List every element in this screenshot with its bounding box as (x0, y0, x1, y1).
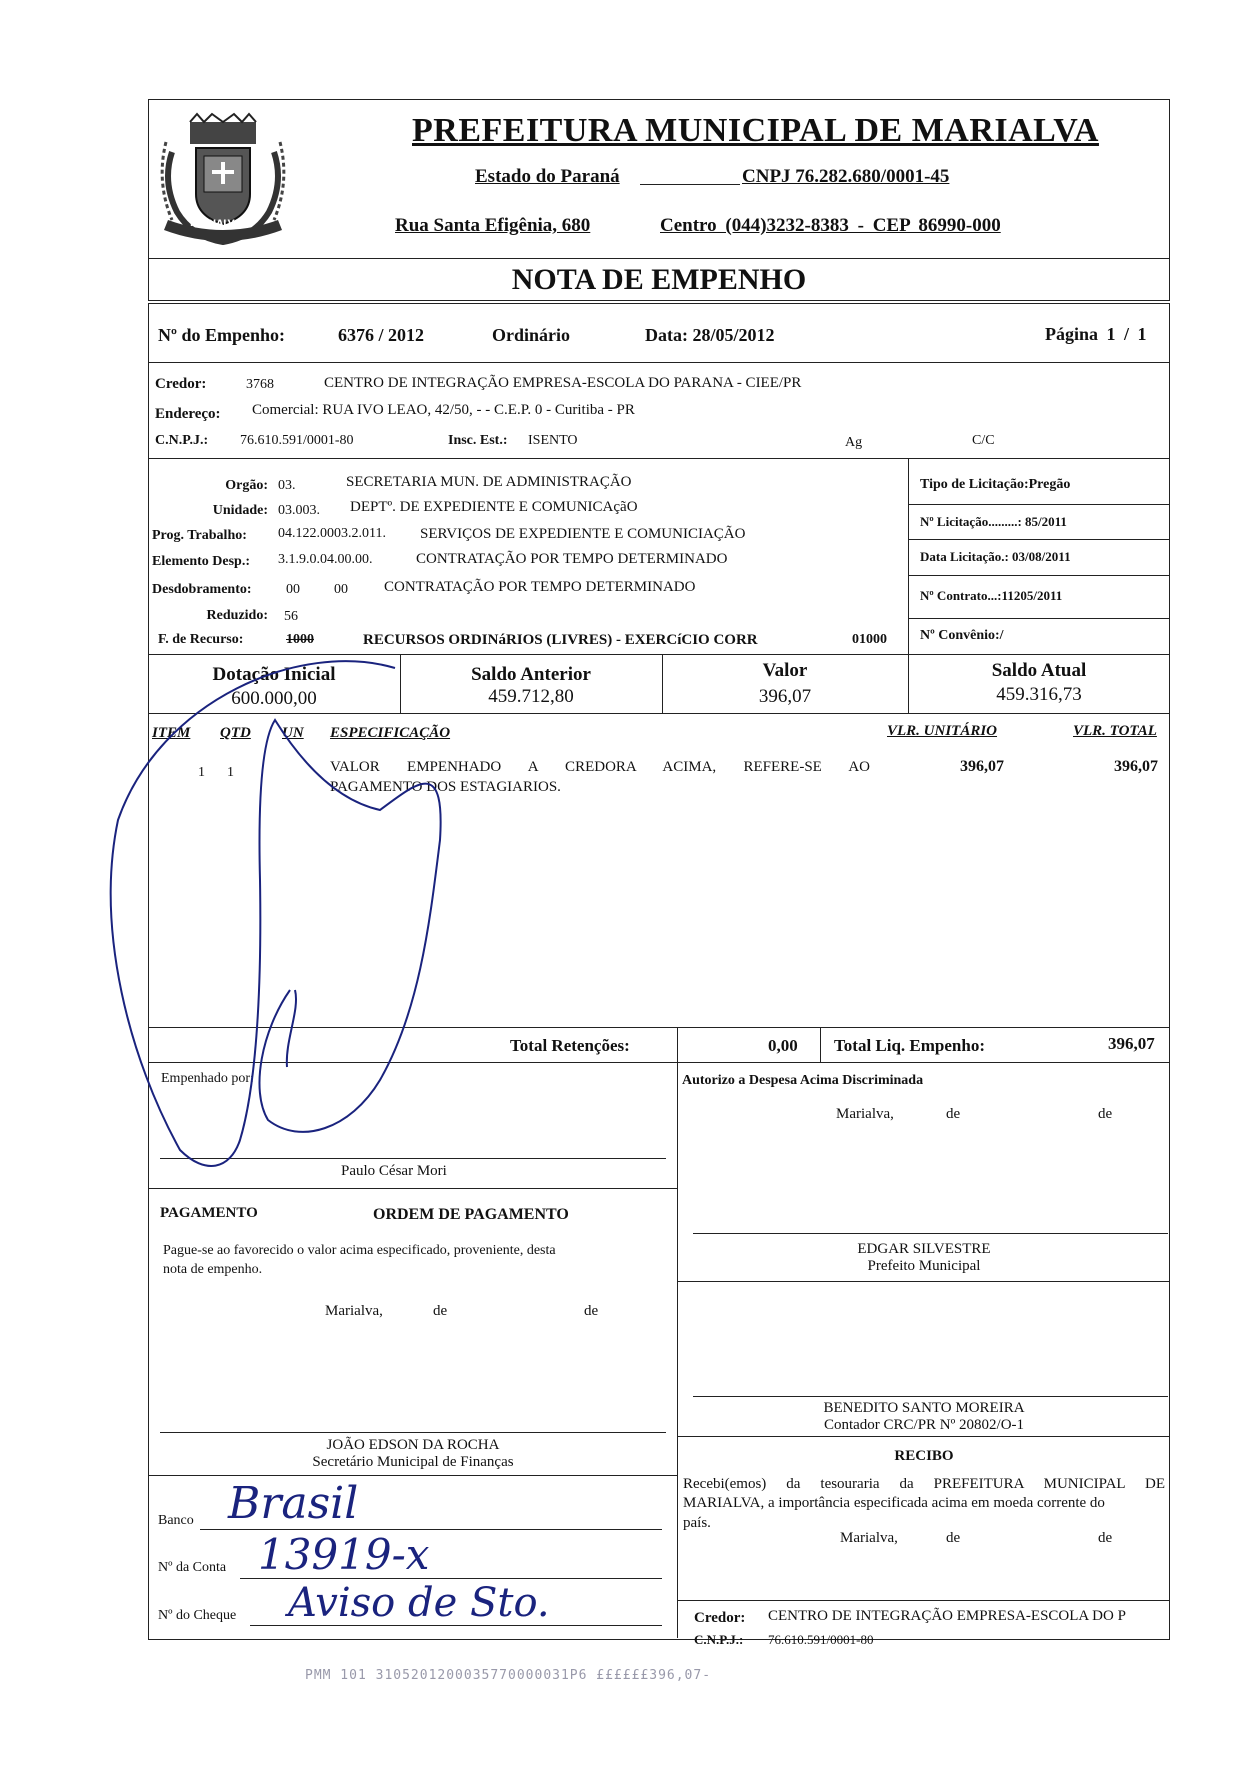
row-vlr-total: 396,07 (1114, 758, 1158, 775)
licitacao-data: Data Licitação.: 03/08/2011 (920, 549, 1071, 564)
prefeito-name: EDGAR SILVESTRE (857, 1241, 991, 1257)
recibo-credor: CENTRO DE INTEGRAÇÃO EMPRESA-ESCOLA DO P (768, 1608, 1126, 1624)
recibo-title: RECIBO (894, 1448, 954, 1464)
row-spec-line2: PAGAMENTO DOS ESTAGIARIOS. (330, 779, 561, 795)
pagamento-city: Marialva, (325, 1303, 383, 1319)
recurso-code: 1000 (286, 632, 314, 647)
empenhado-name: Paulo César Mori (341, 1163, 447, 1179)
licitacao-tipo: Tipo de Licitação:Pregão (920, 477, 1071, 492)
orgao-desc: SECRETARIA MUN. DE ADMINISTRAÇÃO (346, 474, 632, 490)
secretario-name: JOÃO EDSON DA ROCHA (326, 1437, 500, 1453)
page-number: Página 1 / 1 (1045, 324, 1147, 344)
reduzido-value: 56 (284, 609, 298, 624)
prog-desc: SERVIÇOS DE EXPEDIENTE E COMUNICIAÇÃO (420, 526, 746, 542)
recibo-line3: país. (683, 1515, 711, 1531)
col-vlr-unitario: VLR. UNITÁRIO (887, 723, 998, 739)
contrato-number: Nº Contrato...:11205/2011 (920, 588, 1063, 603)
contador-role: Contador CRC/PR Nº 20802/O-1 (823, 1417, 1025, 1433)
empenho-label: Nº do Empenho: (158, 325, 285, 345)
unidade-desc: DEPTº. DE EXPEDIENTE E COMUNICAçãO (350, 499, 638, 515)
reduzido-label: Reduzido: (206, 608, 268, 623)
document-title: NOTA DE EMPENHO (511, 263, 807, 296)
credor-name: CENTRO DE INTEGRAÇÃO EMPRESA-ESCOLA DO PARANA - CIEE/PR (324, 375, 802, 391)
orgao-code: 03. (278, 478, 296, 493)
orgao-label: Orgão: (225, 478, 268, 493)
recibo-de-1: de (946, 1530, 961, 1546)
unidade-label: Unidade: (212, 503, 268, 518)
empenho-type: Ordinário (492, 325, 571, 345)
col-item: ITEM (152, 725, 191, 741)
header-contact: Centro (044)3232-8383 - CEP 86990-000 (660, 215, 1001, 236)
pagamento-de-1: de (433, 1303, 448, 1319)
cc-label: C/C (972, 433, 995, 448)
recibo-city: Marialva, (840, 1530, 898, 1546)
ordem-pagamento: ORDEM DE PAGAMENTO (373, 1206, 569, 1223)
col-vlr-total: VLR. TOTAL (1073, 723, 1157, 739)
dotacao-value: 600.000,00 (231, 688, 317, 709)
header-street: Rua Santa Efigênia, 680 (395, 215, 591, 236)
footer-code: PMM 101 3105201200035770000031P6 ££££££396,07- (305, 1668, 712, 1683)
recurso-label: F. de Recurso: (158, 632, 244, 647)
recibo-de-2: de (1098, 1530, 1113, 1546)
cheque-handwritten: Aviso de Sto. (288, 1580, 550, 1626)
desdob-label: Desdobramento: (152, 582, 252, 597)
recibo-line1: Recebi(emos) da tesouraria da PREFEITURA MUNICIPAL DE (683, 1476, 1165, 1492)
row-spec-line1: VALOR EMPENHADO A CREDORA ACIMA, REFERE-SE AO (330, 759, 870, 775)
banco-handwritten: Brasil (228, 1478, 359, 1529)
cnpj-label: C.N.P.J.: (155, 433, 209, 448)
secretario-role: Secretário Municipal de Finanças (312, 1454, 514, 1470)
insc-label: Insc. Est.: (448, 433, 508, 448)
endereco-label: Endereço: (155, 406, 221, 422)
saldo-anterior-value: 459.712,80 (488, 686, 574, 707)
saldo-atual-value: 459.316,73 (996, 684, 1082, 705)
pagamento-text-2: nota de empenho. (163, 1262, 263, 1277)
ink-tick-stroke (287, 990, 296, 1067)
row-qtd: 1 (227, 765, 234, 780)
insc-value: ISENTO (528, 433, 578, 448)
empenhado-label: Empenhado por: (161, 1071, 254, 1086)
recibo-cnpj-label: C.N.P.J.: (694, 1632, 744, 1647)
liquido-value: 396,07 (1108, 1034, 1155, 1053)
header-cnpj: CNPJ 76.282.680/0001-45 (742, 166, 950, 187)
credor-cnpj: 76.610.591/0001-80 (240, 433, 354, 448)
banco-label: Banco (158, 1513, 194, 1528)
recibo-cnpj: 76.610.591/0001-80 (768, 1632, 874, 1647)
row-vlr-unitario: 396,07 (960, 758, 1004, 775)
recibo-line2: MARIALVA, a importância especificada acima em moeda corrente do (683, 1495, 1105, 1511)
valor-value: 396,07 (758, 686, 812, 707)
convenio: Nº Convênio:/ (920, 628, 1004, 643)
retencoes-label: Total Retenções: (510, 1036, 630, 1055)
recibo-credor-label: Credor: (694, 1610, 746, 1626)
elemento-code: 3.1.9.0.04.00.00. (278, 552, 373, 567)
col-un: UN (282, 725, 304, 741)
autorizo-city: Marialva, (836, 1106, 894, 1122)
prefeito-role: Prefeito Municipal (867, 1258, 981, 1274)
conta-handwritten: 13919-x (258, 1530, 430, 1579)
liquido-label: Total Liq. Empenho: (834, 1036, 985, 1055)
empenho-number: 6376 / 2012 (338, 325, 425, 345)
credor-address: Comercial: RUA IVO LEAO, 42/50, - - C.E.P. 0 - Curitiba - PR (252, 402, 635, 418)
crest-banner-text: MARIALVA (190, 219, 241, 229)
recurso-code-2: 01000 (852, 632, 887, 647)
elemento-label: Elemento Desp.: (152, 554, 250, 569)
page-title: PREFEITURA MUNICIPAL DE MARIALVA (412, 112, 1099, 149)
prog-code: 04.122.0003.2.011. (278, 526, 386, 541)
saldo-anterior-label: Saldo Anterior (471, 664, 591, 685)
autorizo-de-2: de (1098, 1106, 1113, 1122)
conta-label: Nº da Conta (158, 1560, 227, 1575)
pagamento-text-1: Pague-se ao favorecido o valor acima especificado, proveniente, desta (163, 1243, 556, 1258)
saldo-atual-label: Saldo Atual (991, 660, 1087, 681)
credor-code: 3768 (246, 377, 274, 392)
empenho-date: Data: 28/05/2012 (645, 325, 775, 345)
col-especificacao: ESPECIFICAÇÃO (330, 725, 451, 741)
prog-label: Prog. Trabalho: (152, 528, 247, 543)
pagamento-de-2: de (584, 1303, 599, 1319)
desdob-b: 00 (334, 582, 348, 597)
cheque-label: Nº do Cheque (158, 1608, 237, 1623)
dotacao-label: Dotação Inicial (212, 664, 336, 685)
desdob-desc: CONTRATAÇÃO POR TEMPO DETERMINADO (384, 579, 696, 595)
unidade-code: 03.003. (278, 503, 320, 518)
row-item: 1 (198, 765, 205, 780)
state-name: Estado do Paraná (475, 166, 620, 187)
credor-label: Credor: (155, 376, 207, 392)
retencoes-value: 0,00 (768, 1036, 798, 1055)
autorizo-text: Autorizo a Despesa Acima Discriminada (682, 1073, 924, 1088)
valor-label: Valor (762, 660, 808, 681)
desdob-a: 00 (286, 582, 300, 597)
autorizo-de-1: de (946, 1106, 961, 1122)
ink-loop-stroke (111, 661, 441, 1166)
pagamento-label: PAGAMENTO (160, 1205, 258, 1221)
recurso-desc: RECURSOS ORDINáRIOS (LIVRES) - EXERCíCIO CORR (363, 632, 758, 648)
col-qtd: QTD (220, 725, 251, 741)
licitacao-numero: Nº Licitação.........: 85/2011 (920, 514, 1067, 529)
ag-label: Ag (845, 435, 863, 450)
elemento-desc: CONTRATAÇÃO POR TEMPO DETERMINADO (416, 551, 728, 567)
contador-name: BENEDITO SANTO MOREIRA (823, 1400, 1025, 1416)
